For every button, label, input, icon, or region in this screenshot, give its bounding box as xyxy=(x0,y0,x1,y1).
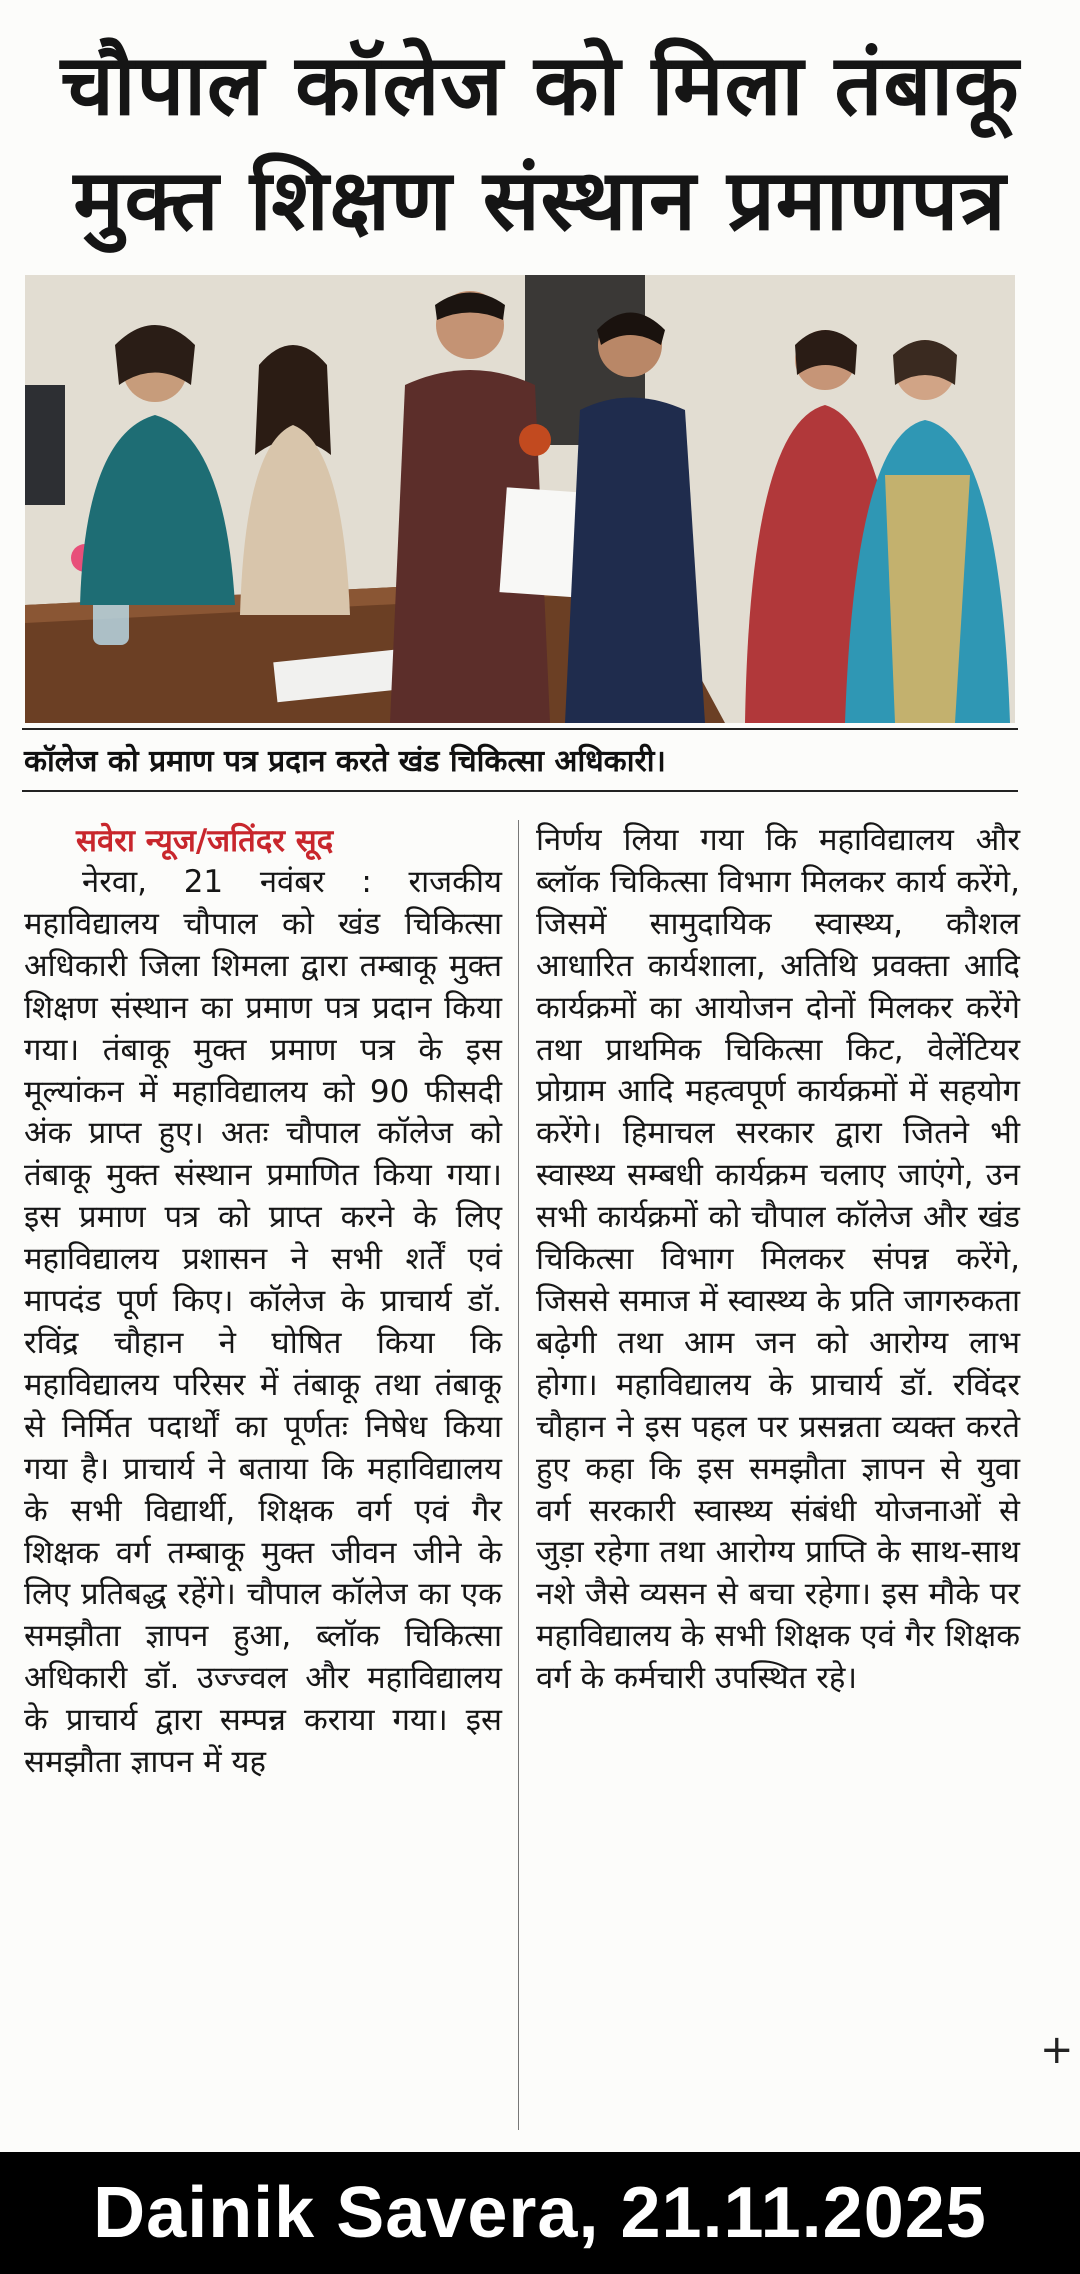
news-photo xyxy=(25,275,1015,723)
headline-line-1: चौपाल कॉलेज को मिला तंबाकू xyxy=(60,36,1020,134)
article-text-left: नेरवा, 21 नवंबर : राजकीय महाविद्यालय चौपाल को खंड चिकित्सा अधिकारी जिला शिमला द्वारा तम्बाकू मुक्त शिक्षण संस्थान का प्रमाण पत्र प्रदान किया गया। तंबाकू मुक्त प्रमाण पत्र के इस मूल्यांकन में महाविद्यालय को 90 फीसदी अंक प्राप्त हुए। अतः चौपाल कॉलेज को तंबाकू मुक्त संस्थान प्रमाणित किया गया। इस प्रमाण पत्र को प्राप्त करने के लिए महाविद्यालय प्रशासन ने सभी शर्तें एवं मापदंड पूर्ण किए। कॉलेज के प्राचार्य डॉ. रविंद्र चौहान ने घोषित किया कि महाविद्यालय परिसर में तंबाकू तथा तंबाकू से निर्मित पदार्थों का पूर्णतः निषेध किया गया है। प्राचार्य ने बताया कि महाविद्यालय के सभी विद्यार्थी, शिक्षक वर्ग एवं गैर शिक्षक वर्ग तम्बाकू मुक्त जीवन जीने के लिए प्रतिबद्ध रहेंगे। चौपाल कॉलेज का एक समझौता ज्ञापन हुआ, ब्लॉक चिकित्सा अधिकारी डॉ. उज्ज्वल और महाविद्यालय के प्राचार्य द्वारा सम्पन्न कराया गया। इस समझौता ज्ञापन में यह xyxy=(24,864,502,1781)
plus-mark-icon: + xyxy=(1040,2027,1074,2073)
article-column-right xyxy=(536,820,1020,1700)
article-column-left xyxy=(24,820,502,1784)
footer-banner xyxy=(0,2152,1080,2274)
headline-line-2: मुक्त शिक्षण संस्थान प्रमाणपत्र xyxy=(73,151,1007,249)
photo-caption: कॉलेज को प्रमाण पत्र प्रदान करते खंड चिकित्सा अधिकारी। xyxy=(24,744,666,779)
footer-source-label: Dainik Savera, 21.11.2025 xyxy=(93,2173,987,2253)
byline: सवेरा न्यूज/जतिंदर सूद xyxy=(76,823,334,859)
caption-bottom-rule xyxy=(22,790,1018,792)
news-photo-illustration xyxy=(25,275,1015,723)
column-divider xyxy=(518,820,519,2130)
article-text-right: निर्णय लिया गया कि महाविद्यालय और ब्लॉक चिकित्सा विभाग मिलकर कार्य करेंगे, जिसमें सामुदायिक स्वास्थ्य, कौशल आधारित कार्यशाला, अतिथि प्रवक्ता आदि कार्यक्रमों का आयोजन दोनों मिलकर करेंगे तथा प्राथमिक चिकित्सा किट, वेलेंटियर प्रोग्राम आदि महत्वपूर्ण कार्यक्रमों में सहयोग करेंगे। हिमाचल सरकार द्वारा जितने भी स्वास्थ्य सम्बधी कार्यक्रम चलाए जाएंगे, उन सभी कार्यक्रमों को चौपाल कॉलेज और खंड चिकित्सा विभाग मिलकर संपन्न करेंगे, जिससे समाज में स्वास्थ्य के प्रति जागरुकता बढ़ेगी तथा आम जन को आरोग्य लाभ होगा। महाविद्यालय के प्राचार्य डॉ. रविंदर चौहान ने इस पहल पर प्रसन्नता व्यक्त करते हुए कहा कि इस समझौता ज्ञापन से युवा वर्ग सरकारी स्वास्थ्य संबंधी योजनाओं से जुड़ा रहेगा तथा आरोग्य प्राप्ति के साथ-साथ नशे जैसे व्यसन से बचा रहेगा। इस मौके पर महाविद्यालय के सभी शिक्षक एवं गैर शिक्षक वर्ग के कर्मचारी उपस्थित रहे। xyxy=(536,822,1020,1697)
caption-top-rule xyxy=(22,728,1018,730)
